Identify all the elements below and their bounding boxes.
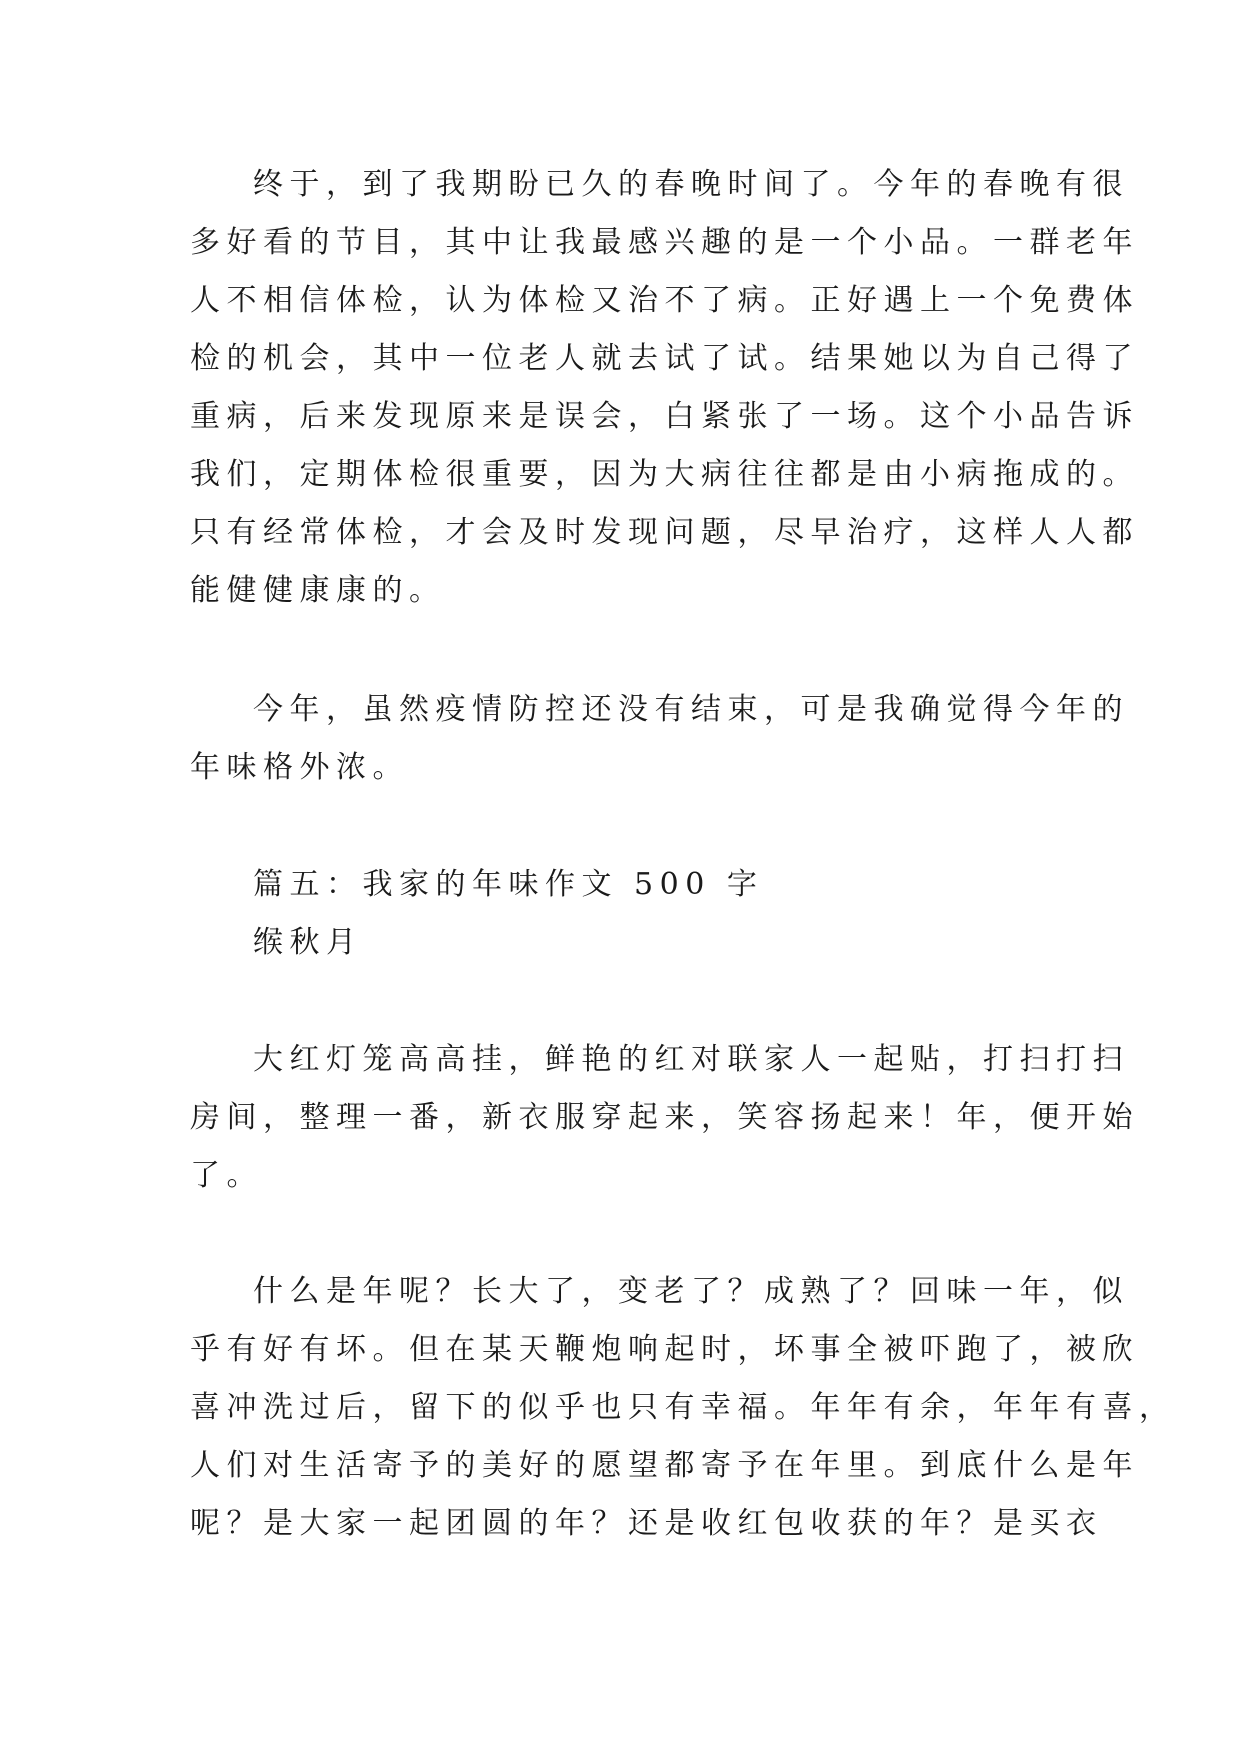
text-line: 年味格外浓。 — [190, 750, 409, 785]
text-line: 大红灯笼高高挂，鲜艳的红对联家人一起贴，打扫打扫 — [253, 1042, 1129, 1077]
text-line: 人不相信体检，认为体检又治不了病。正好遇上一个免费体 — [190, 283, 1139, 318]
essay-author: 缑秋月 — [253, 925, 363, 960]
text-line: 喜冲洗过后，留下的似乎也只有幸福。年年有余，年年有喜， — [190, 1390, 1176, 1425]
text-line: 多好看的节目，其中让我最感兴趣的是一个小品。一群老年 — [190, 225, 1139, 260]
essay-title: 篇五：我家的年味作文 500 字 — [253, 867, 764, 902]
essay-heading — [190, 856, 1060, 972]
text-line: 能健健康康的。 — [190, 573, 446, 608]
paragraph-lanterns — [190, 1031, 1139, 1205]
text-line: 房间，整理一番，新衣服穿起来，笑容扬起来！年，便开始 — [190, 1100, 1139, 1135]
text-line: 乎有好有坏。但在某天鞭炮响起时，坏事全被吓跑了，被欣 — [190, 1332, 1139, 1367]
text-line: 人们对生活寄予的美好的愿望都寄予在年里。到底什么是年 — [190, 1448, 1139, 1483]
text-line: 只有经常体检，才会及时发现问题，尽早治疗，这样人人都 — [190, 515, 1139, 550]
text-line: 终于，到了我期盼已久的春晚时间了。今年的春晚有很 — [253, 167, 1129, 202]
text-line: 了。 — [190, 1158, 263, 1193]
text-line: 我们，定期体检很重要，因为大病往往都是由小病拖成的。 — [190, 457, 1139, 492]
text-line: 检的机会，其中一位老人就去试了试。结果她以为自己得了 — [190, 341, 1139, 376]
paragraph-new-year-flavor — [190, 681, 1129, 797]
paragraph-spring-gala — [190, 156, 1139, 620]
text-line: 今年，虽然疫情防控还没有结束，可是我确觉得今年的 — [253, 692, 1129, 727]
paragraph-what-is-new-year — [190, 1263, 1176, 1553]
text-line: 重病，后来发现原来是误会，白紧张了一场。这个小品告诉 — [190, 399, 1139, 434]
text-line: 呢？是大家一起团圆的年？还是收红包收获的年？是买衣 — [190, 1506, 1103, 1541]
text-line: 什么是年呢？长大了，变老了？成熟了？回味一年，似 — [253, 1274, 1129, 1309]
